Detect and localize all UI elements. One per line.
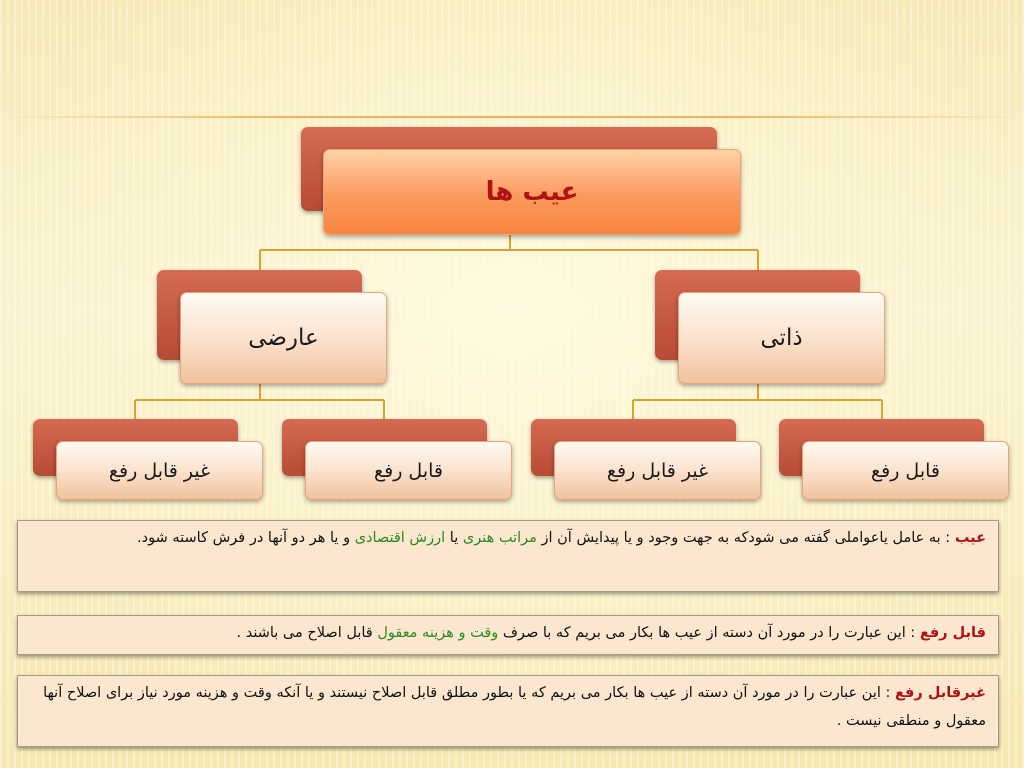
aradi-label: عارضی	[248, 325, 319, 351]
definition-defect-text-3: و یا هر دو آنها در فرش کاسته شود.	[137, 530, 355, 546]
zati-removable-label: قابل رفع	[871, 459, 940, 482]
definition-removable-sep: :	[905, 625, 920, 641]
definition-defect	[17, 520, 999, 592]
aradi-removable-node	[305, 441, 512, 500]
definition-removable	[17, 615, 999, 655]
definition-removable-term: قابل رفع	[919, 625, 986, 641]
definition-irremovable-sep: :	[880, 685, 896, 701]
zati-removable-node	[802, 441, 1009, 500]
definition-removable-highlight: وقت و هزینه معقول	[377, 625, 499, 641]
root-node	[323, 149, 741, 235]
definition-defect-text-2: یا	[445, 530, 463, 546]
definition-defect-highlight-1: مراتب هنری	[462, 530, 537, 546]
zati-label: ذاتی	[760, 325, 803, 351]
definition-defect-highlight-2: ارزش اقتصادی	[354, 530, 446, 546]
aradi-node	[180, 292, 387, 384]
definition-defect-term: عیب	[954, 530, 986, 546]
definition-defect-text-1: به عامل یاعواملی گفته می شودکه به جهت وجود و یا پیدایش آن از	[536, 530, 941, 546]
definition-irremovable-text: این عبارت را در مورد آن دسته از عیب ها بکار می بریم که یا بطور مطلق قابل اصلاح نیستند و یا آنکه وقت و هزینه مورد نیاز برای اصلاح آنها معقول و منطقی نیست .	[43, 685, 986, 729]
aradi-irremovable-label: غیر قابل رفع	[108, 459, 211, 482]
zati-irremovable-label: غیر قابل رفع	[606, 459, 709, 482]
zati-node	[678, 292, 885, 384]
definition-irremovable-term: غیرقابل رفع	[895, 685, 986, 701]
zati-irremovable-node	[554, 441, 761, 500]
root-label: عیب ها	[485, 177, 579, 207]
definition-removable-text-1: این عبارت را در مورد آن دسته از عیب ها بکار می بریم که با صرف	[498, 625, 906, 641]
aradi-irremovable-node	[56, 441, 263, 500]
definition-removable-text-2: قابل اصلاح می باشند .	[236, 625, 378, 641]
definition-irremovable	[17, 675, 999, 747]
aradi-removable-label: قابل رفع	[374, 459, 443, 482]
definition-defect-sep: :	[940, 530, 955, 546]
